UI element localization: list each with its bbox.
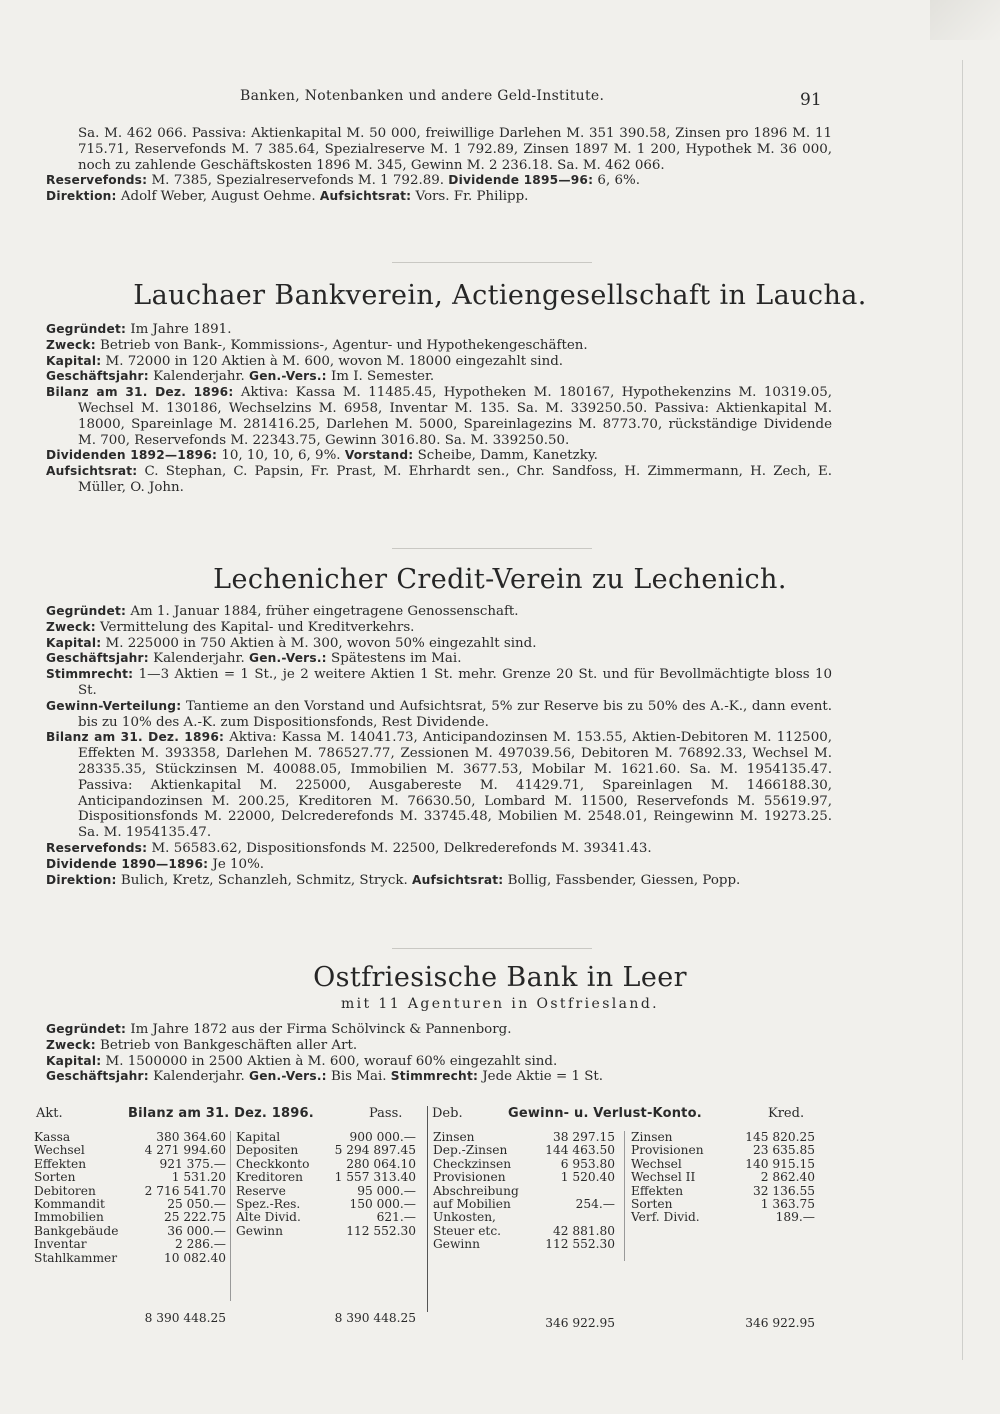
lechenich-stimmrecht: [46, 667, 832, 699]
reserve-label: Reservefonds:: [46, 840, 148, 855]
ostfriesische-title: Ostfriesische Bank in Leer: [313, 962, 687, 993]
guv-debet-total: 346 922.95: [545, 1316, 615, 1330]
bilanz-label: Bilanz am 31. Dez. 1896:: [46, 730, 225, 745]
lechenich-dividende: [46, 857, 832, 873]
genvers-label: Gen.-Vers.:: [249, 1069, 327, 1084]
section-divider: [392, 262, 592, 263]
row-value: 112 552.30: [346, 1223, 416, 1238]
genvers-label: Gen.-Vers.:: [249, 651, 327, 666]
row-label: Provisionen: [631, 1143, 704, 1158]
kapital-text: M. 225000 in 750 Aktien à M. 300, wovon 50% eingezahlt sind.: [105, 635, 537, 651]
row-label: Steuer etc.: [433, 1223, 502, 1238]
table-row: [236, 1158, 416, 1171]
lauchaer-gegruendet: [46, 322, 832, 338]
genvers-text: Bis Mai.: [331, 1069, 387, 1085]
lechenich-reservefonds: [46, 841, 832, 857]
geschaeftsjahr-label: Geschäftsjahr:: [46, 369, 149, 384]
row-label: Checkkonto: [236, 1156, 310, 1171]
zweck-text: Betrieb von Bank-, Kommissions-, Agentur- und Hypothekengeschäften.: [100, 337, 588, 353]
stimmrecht-label: Stimmrecht:: [46, 667, 134, 682]
row-label: Wechsel II: [631, 1170, 696, 1185]
lauchaer-aufsichtsrat: [46, 464, 832, 496]
stimmrecht-label: Stimmrecht:: [390, 1069, 479, 1084]
row-label: Immobilien: [34, 1210, 104, 1225]
dividende-label: Dividende 1890—1896:: [46, 856, 209, 871]
row-value: 36 000.—: [167, 1223, 226, 1238]
geschaeftsjahr-text: Kalenderjahr.: [153, 651, 245, 667]
lechenich-direktion: [46, 873, 832, 889]
direktion-text: Adolf Weber, August Oehme.: [120, 189, 316, 205]
table-row: [631, 1198, 815, 1211]
aufsichtsrat-text: Vors. Fr. Philipp.: [415, 189, 529, 205]
table-row: [34, 1225, 226, 1238]
page-corner-shadow: [930, 0, 1000, 40]
table-row: [236, 1131, 416, 1144]
row-value: [529, 1211, 615, 1224]
geschaeftsjahr-text: Kalenderjahr.: [153, 1069, 245, 1085]
ostfriesische-kapital: [46, 1054, 832, 1070]
ostfriesische-gegruendet: [46, 1022, 832, 1038]
aufsichtsrat-label: Aufsichtsrat:: [46, 464, 138, 479]
ostfriesische-entry: [46, 1022, 832, 1085]
bilanz-column-divider: [230, 1131, 231, 1301]
lauchaer-title: Lauchaer Bankverein, Actiengesellschaft in Laucha.: [133, 280, 867, 311]
reserve-text: M. 7385, Spezialreservefonds M. 1 792.89.: [151, 173, 445, 189]
row-value: 25 050.—: [167, 1197, 226, 1212]
vorstand-text: Scheibe, Damm, Kanetzky.: [417, 448, 598, 464]
table-row: [236, 1198, 416, 1211]
row-value: 6 953.80: [560, 1156, 615, 1171]
ostfriesische-zweck: [46, 1038, 832, 1054]
aufsichtsrat-text: Bollig, Fassbender, Giessen, Popp.: [507, 872, 741, 888]
row-value: 4 271 994.60: [144, 1143, 226, 1158]
row-label: Inventar: [34, 1237, 87, 1252]
row-label: auf Mobilien: [433, 1197, 511, 1212]
dividende-text: 6, 6%.: [597, 173, 640, 189]
row-label: Zinsen: [631, 1130, 673, 1144]
row-value: 32 136.55: [752, 1183, 815, 1198]
dividende-text: Je 10%.: [212, 856, 265, 872]
guv-title: Gewinn- u. Verlust-Konto.: [508, 1106, 702, 1121]
row-value: 112 552.30: [545, 1237, 615, 1252]
continued-direktion-line: [46, 189, 832, 205]
lauchaer-kapital: [46, 354, 832, 370]
table-row: [34, 1185, 226, 1198]
direktion-label: Direktion:: [46, 872, 117, 887]
bilanz-akt-label: Akt.: [36, 1106, 63, 1121]
bilanz-text: Aktiva: Kassa M. 14041.73, Anticipandozinsen M. 153.55, Aktien-Debitoren M. 112500, Effekten M. 393358, Darlehen M. 786527.77, Zessionen M. 497039.56, Debitoren M. 76892.33, Wechsel M. 28335.35, Stückzinsen M. 40088.05, Immobilien M. 3677.53, Mobilar M. 1621.60. Sa. M. 1954135.47. Passiva: Aktienkapital M. 225000, Ausgabereste M. 41429.71, Spareinlagen M. 1466188.30, Anticipandozinsen M. 200.25, Kreditoren M. 76630.50, Lombard M. 11500, Reservefonds M. 55619.97, Dispositionsfonds M. 22000, Delcrederefonds M. 33745.48, Mobilien M. 2548.01, Reingewinn M. 19273.25. Sa. M. 1954135.47.: [78, 730, 832, 841]
dividende-label: Dividende 1895—96:: [448, 173, 594, 188]
row-value: 25 222.75: [163, 1210, 226, 1225]
row-label: Provisionen: [433, 1170, 506, 1185]
row-value: 144 463.50: [545, 1143, 615, 1158]
lechenich-entry: [46, 604, 832, 888]
reserve-label: Reservefonds:: [46, 173, 148, 188]
row-value: 1 363.75: [760, 1197, 815, 1212]
row-value: 95 000.—: [357, 1183, 416, 1198]
row-label: Wechsel: [631, 1156, 682, 1171]
row-label: Kassa: [34, 1130, 71, 1144]
bilanz-aktiva-table: [34, 1131, 226, 1265]
row-value: 280 064.10: [346, 1156, 416, 1171]
aufsichtsrat-text: C. Stephan, C. Papsin, Fr. Prast, M. Ehrhardt sen., Chr. Sandfoss, H. Zimmermann, H. Zech, E. Müller, O. John.: [78, 464, 833, 495]
table-row: [631, 1211, 815, 1224]
bilanz-label: Bilanz am 31. Dez. 1896:: [46, 385, 234, 400]
table-row: [433, 1225, 615, 1238]
lechenich-gegruendet: [46, 604, 832, 620]
genvers-text: Im I. Semester.: [331, 369, 435, 385]
table-row: [631, 1131, 815, 1144]
row-label: Wechsel: [34, 1143, 85, 1158]
guv-debet-table: [433, 1131, 615, 1252]
table-row: [236, 1144, 416, 1157]
row-label: Spez.-Res.: [236, 1197, 301, 1212]
table-row: [433, 1131, 615, 1144]
stimmrecht-text: Jede Aktie = 1 St.: [482, 1069, 604, 1085]
row-value: 145 820.25: [745, 1130, 815, 1144]
bilanz-title: Bilanz am 31. Dez. 1896.: [128, 1106, 314, 1121]
row-value: 254.—: [575, 1197, 615, 1212]
row-label: Dep.-Zinsen: [433, 1143, 508, 1158]
page-number: 91: [800, 90, 822, 110]
lauchaer-zweck: [46, 338, 832, 354]
dividenden-label: Dividenden 1892—1896:: [46, 448, 218, 463]
table-row: [631, 1158, 815, 1171]
continued-passiva-text: Sa. M. 462 066. Passiva: Aktienkapital M. 50 000, freiwillige Darlehen M. 351 390.58, Zinsen pro 1896 M. 11 715.71, Reservefonds M. 7 385.64, Spezialreserve M. 1 792.89, Zinsen 1897 M. 1 200, Hypothek M. 36 000, noch zu zahlende Geschäftskosten 1896 M. 345, Gewinn M. 2 236.18. Sa. M. 462 066.: [78, 126, 832, 173]
row-label: Verf. Divid.: [631, 1210, 700, 1225]
bilanz-aktiva-total: 8 390 448.25: [144, 1311, 226, 1325]
row-value: 2 286.—: [175, 1237, 226, 1252]
table-row: [433, 1158, 615, 1171]
row-label: Depositen: [236, 1143, 299, 1158]
zweck-label: Zweck:: [46, 619, 96, 634]
aufsichtsrat-label: Aufsichtsrat:: [412, 872, 504, 887]
table-row: [631, 1171, 815, 1184]
table-row: [433, 1198, 615, 1211]
row-value: 189.—: [775, 1210, 815, 1225]
continued-reserve-line: [46, 173, 832, 189]
section-divider: [392, 548, 592, 549]
kapital-label: Kapital:: [46, 1053, 102, 1068]
guv-column-divider: [624, 1131, 625, 1261]
row-value: 2 862.40: [760, 1170, 815, 1185]
row-label: Kreditoren: [236, 1170, 303, 1185]
kapital-text: M. 72000 in 120 Aktien à M. 600, wovon M. 18000 eingezahlt sind.: [105, 353, 564, 369]
zweck-label: Zweck:: [46, 337, 96, 352]
direktion-label: Direktion:: [46, 189, 117, 204]
bilanz-passiva-table: [236, 1131, 416, 1238]
row-value: 38 297.15: [552, 1130, 615, 1144]
gegruendet-label: Gegründet:: [46, 604, 127, 618]
table-row: [34, 1131, 226, 1144]
bilanz-pass-label: Pass.: [369, 1106, 403, 1121]
row-value: 42 881.80: [552, 1223, 615, 1238]
row-value: 140 915.15: [745, 1156, 815, 1171]
kapital-text: M. 1500000 in 2500 Aktien à M. 600, worauf 60% eingezahlt sind.: [105, 1053, 558, 1069]
reserve-text: M. 56583.62, Dispositionsfonds M. 22500, Delkrederefonds M. 39341.43.: [151, 840, 652, 856]
row-value: 23 635.85: [752, 1143, 815, 1158]
guv-deb-label: Deb.: [432, 1106, 463, 1121]
row-label: Unkosten,: [433, 1210, 496, 1225]
aufsichtsrat-label: Aufsichtsrat:: [319, 189, 412, 204]
table-row: [236, 1211, 416, 1224]
zweck-text: Betrieb von Bankgeschäften aller Art.: [100, 1037, 358, 1053]
lechenich-bilanz: [46, 730, 832, 841]
table-row: [236, 1185, 416, 1198]
table-row: [433, 1171, 615, 1184]
genvers-label: Gen.-Vers.:: [249, 369, 327, 384]
row-value: 1 531.20: [171, 1170, 226, 1185]
row-label: Sorten: [631, 1197, 673, 1212]
page-edge-line: [962, 60, 963, 1360]
row-label: Stahlkammer: [34, 1250, 118, 1265]
gegruendet-label: Gegründet:: [46, 322, 127, 336]
row-label: Gewinn: [433, 1237, 480, 1252]
bilanz-text: Aktiva: Kassa M. 11485.45, Hypotheken M. 180167, Hypothekenzins M. 10319.05, Wechsel M. 130186, Wechselzins M. 6958, Inventar M. 135. Sa. M. 339250.50. Passiva: Aktienkapital M. 18000, Spareinlage M. 281416.25, Darlehen M. 5000, Spareinlagezins M. 8773.70, rückständige Dividende M. 700, Reservefonds M. 22343.75, Gewinn 3016.80. Sa. M. 339250.50.: [78, 385, 832, 448]
guv-kred-label: Kred.: [768, 1106, 805, 1121]
guv-kredit-total: 346 922.95: [745, 1316, 815, 1330]
table-row: [433, 1185, 615, 1198]
lauchaer-dividenden: [46, 448, 832, 464]
lauchaer-geschaeftsjahr: [46, 369, 832, 385]
lechenich-kapital: [46, 636, 832, 652]
table-row: [236, 1171, 416, 1184]
table-row: [34, 1211, 226, 1224]
gewinn-verteilung-label: Gewinn-Verteilung:: [46, 698, 182, 713]
zweck-text: Vermittelung des Kapital- und Kreditverkehrs.: [100, 619, 415, 635]
table-row: [34, 1238, 226, 1251]
row-label: Gewinn: [236, 1223, 283, 1238]
row-value: 380 364.60: [156, 1130, 226, 1144]
ostfriesische-geschaeftsjahr: [46, 1069, 832, 1085]
table-row: [34, 1144, 226, 1157]
lechenich-title: Lechenicher Credit-Verein zu Lechenich.: [213, 564, 787, 595]
row-value: 150 000.—: [349, 1197, 416, 1212]
row-value: 10 082.40: [163, 1250, 226, 1265]
lechenich-gewinn-verteilung: [46, 699, 832, 731]
row-label: Alte Divid.: [236, 1210, 301, 1225]
row-label: Kapital: [236, 1130, 281, 1144]
geschaeftsjahr-text: Kalenderjahr.: [153, 369, 245, 385]
table-row: [631, 1144, 815, 1157]
table-row: [34, 1158, 226, 1171]
table-row: [34, 1198, 226, 1211]
table-row: [433, 1238, 615, 1251]
row-value: 1 557 313.40: [334, 1170, 416, 1185]
vorstand-label: Vorstand:: [344, 448, 414, 463]
table-row: [433, 1144, 615, 1157]
table-row: [631, 1185, 815, 1198]
zweck-label: Zweck:: [46, 1037, 96, 1052]
kapital-label: Kapital:: [46, 635, 102, 650]
row-label: Debitoren: [34, 1183, 96, 1198]
gegruendet-text: Im Jahre 1891.: [130, 322, 232, 337]
row-label: Kommandit: [34, 1197, 105, 1212]
table-row: [34, 1252, 226, 1265]
guv-kredit-table: [631, 1131, 815, 1225]
row-label: Checkzinsen: [433, 1156, 512, 1171]
running-head: Banken, Notenbanken und andere Geld-Institute.: [240, 88, 605, 104]
table-row: [34, 1171, 226, 1184]
table-divider: [427, 1106, 428, 1312]
lauchaer-bilanz: [46, 385, 832, 448]
stimmrecht-text: 1—3 Aktien = 1 St., je 2 weitere Aktien 1 St. mehr. Grenze 20 St. und für Bevollmächtigte bloss 10 St.: [78, 667, 832, 698]
row-label: Effekten: [631, 1183, 684, 1198]
gegruendet-label: Gegründet:: [46, 1022, 127, 1036]
row-label: Effekten: [34, 1156, 87, 1171]
direktion-text: Bulich, Kretz, Schanzleh, Schmitz, Stryck.: [120, 872, 408, 888]
row-label: Zinsen: [433, 1130, 475, 1144]
dividenden-text: 10, 10, 10, 6, 9%.: [221, 448, 341, 464]
geschaeftsjahr-label: Geschäftsjahr:: [46, 651, 149, 666]
gegruendet-text: Am 1. Januar 1884, früher eingetragene Genossenschaft.: [130, 604, 519, 619]
ostfriesische-subtitle: mit 11 Agenturen in Ostfriesland.: [340, 996, 660, 1012]
row-label: Sorten: [34, 1170, 76, 1185]
row-value: [529, 1185, 615, 1198]
gegruendet-text: Im Jahre 1872 aus der Firma Schölvinck & Pannenborg.: [130, 1022, 512, 1037]
row-value: 2 716 541.70: [144, 1183, 226, 1198]
gewinn-verteilung-text: Tantieme an den Vorstand und Aufsichtsrat, 5% zur Reserve bis zu 50% des A.-K., dann event. bis zu 10% des A.-K. zum Dispositionsfonds, Rest Dividende.: [78, 698, 832, 730]
continued-entry: [46, 126, 832, 205]
kapital-label: Kapital:: [46, 353, 102, 368]
row-label: Abschreibung: [433, 1183, 519, 1198]
row-label: Bankgebäude: [34, 1223, 119, 1238]
row-value: 921 375.—: [159, 1156, 226, 1171]
geschaeftsjahr-label: Geschäftsjahr:: [46, 1069, 149, 1084]
section-divider: [392, 948, 592, 949]
genvers-text: Spätestens im Mai.: [331, 651, 462, 667]
table-row: [433, 1211, 615, 1224]
row-value: 5 294 897.45: [334, 1143, 416, 1158]
bilanz-passiva-total: 8 390 448.25: [334, 1311, 416, 1325]
row-value: 1 520.40: [560, 1170, 615, 1185]
lechenich-zweck: [46, 620, 832, 636]
lechenich-geschaeftsjahr: [46, 651, 832, 667]
lauchaer-entry: [46, 322, 832, 496]
table-row: [236, 1225, 416, 1238]
row-label: Reserve: [236, 1183, 286, 1198]
row-value: 621.—: [376, 1210, 416, 1225]
row-value: 900 000.—: [349, 1130, 416, 1144]
